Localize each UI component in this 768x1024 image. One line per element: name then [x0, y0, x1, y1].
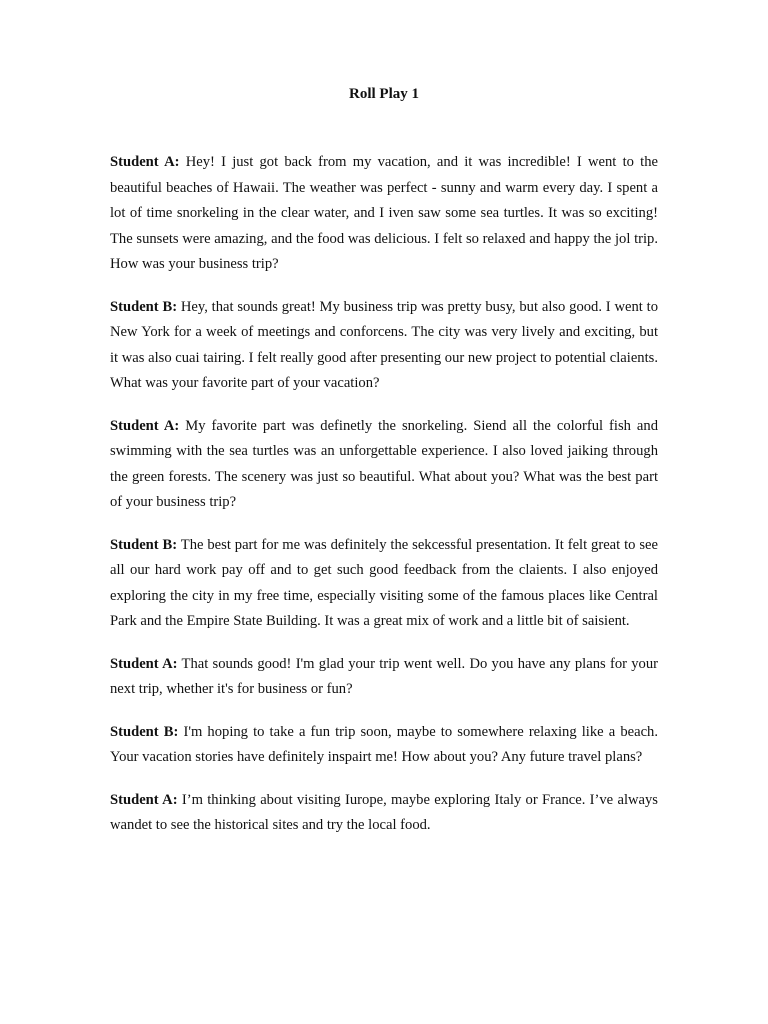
turn-text: I’m thinking about visiting Iurope, maybe exploring Italy or France. I’ve always wandet to see the historical sites and try the local food.	[110, 791, 658, 833]
speaker-label: Student B:	[110, 298, 178, 315]
turn-text: Hey! I just got back from my vacation, and it was incredible! I went to the beautiful beaches of Hawaii. The weather was perfect - sunny and warm every day. I spent a lot of time snorkeling in the clear water, and I iven saw some sea turtles. It was so exciting! The sunsets were amazing, and the food was delicious. I felt so relaxed and happy the jol trip. How was your business trip?	[110, 154, 658, 272]
dialogue-turn	[110, 533, 658, 635]
speaker-label: Student B:	[110, 536, 178, 553]
turn-text: That sounds good! I'm glad your trip went well. Do you have any plans for your next trip, whether it's for business or fun?	[110, 655, 658, 697]
turn-text: My favorite part was definetly the snorkeling. Siend all the colorful fish and swimming with the sea turtles was an unforgettable experience. I also loved jaiking through the green forests. The scenery was just so beautiful. What about you? What was the best part of your business trip?	[110, 417, 659, 510]
speaker-label: Student B:	[110, 723, 179, 740]
speaker-label: Student A:	[110, 417, 180, 434]
speaker-label: Student A:	[110, 655, 178, 672]
dialogue	[110, 150, 658, 856]
turn-text: The best part for me was definitely the sekcessful presentation. It felt great to see all our hard work pay off and to get such good feedback from the claients. I also enjoyed exploring the city in my free time, especially visiting some of the famous places like Central Park and the Empire State Building. It was a great mix of work and a little bit of saisient.	[110, 536, 658, 629]
dialogue-turn	[110, 295, 658, 397]
dialogue-turn	[110, 788, 658, 839]
dialogue-turn	[110, 414, 658, 516]
page-title: Roll Play 1	[349, 86, 419, 102]
dialogue-turn	[110, 652, 658, 703]
speaker-label: Student A:	[110, 791, 178, 808]
speaker-label: Student A:	[110, 154, 180, 170]
dialogue-turn	[110, 720, 658, 771]
dialogue-turn	[110, 150, 658, 278]
turn-text: I'm hoping to take a fun trip soon, maybe to somewhere relaxing like a beach. Your vacation stories have definitely inspairt me! How about you? Any future travel plans?	[110, 723, 658, 765]
turn-text: Hey, that sounds great! My business trip was pretty busy, but also good. I went to New York for a week of meetings and conforcens. The city was very lively and exciting, but it was also cuai tairing. I felt really good after presenting our new project to potential claients. What was your favorite part of your vacation?	[110, 298, 658, 391]
